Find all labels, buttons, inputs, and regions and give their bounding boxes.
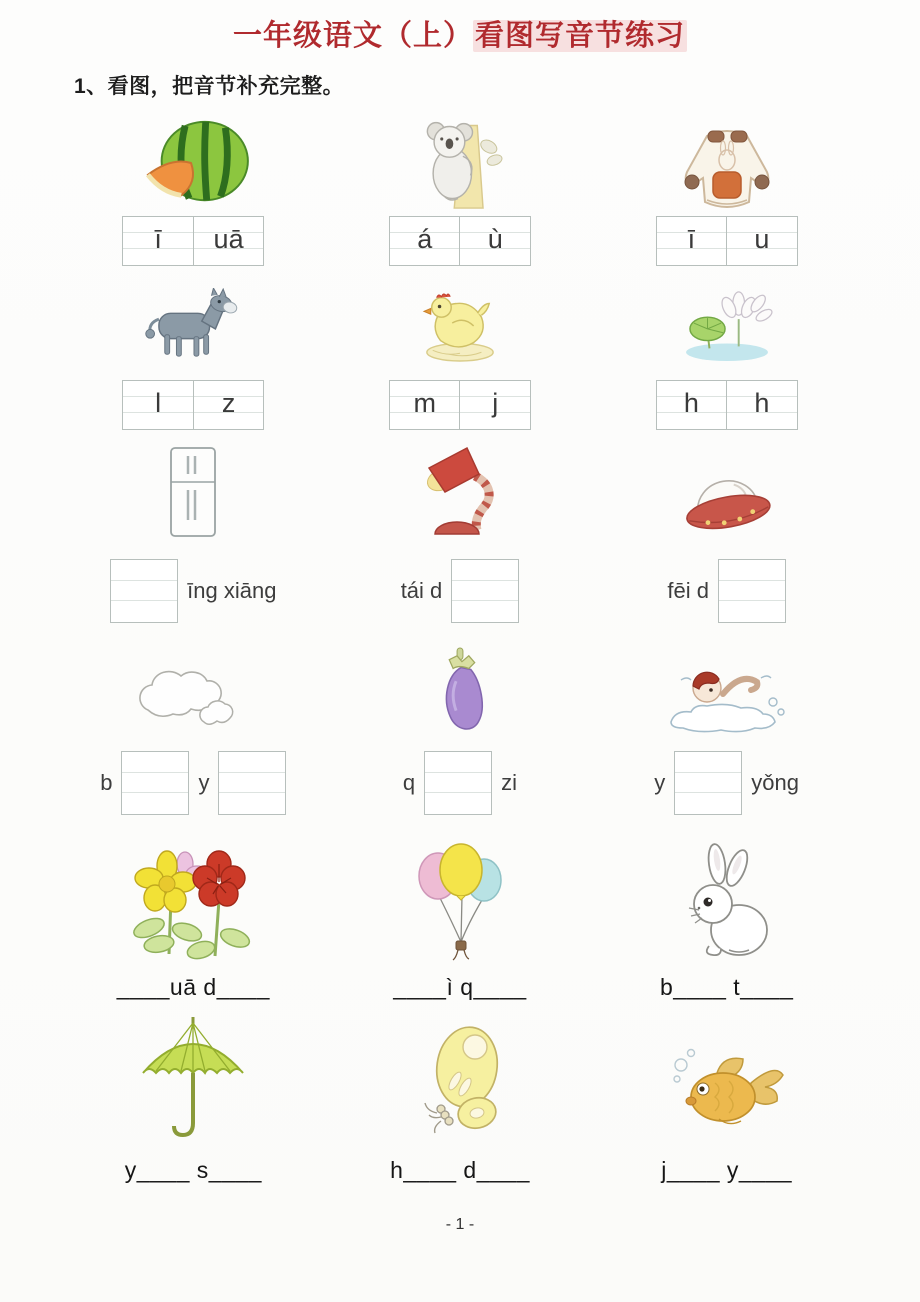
pinyin-text: y (654, 770, 666, 795)
sweater-image (675, 110, 779, 212)
umbrella-image (133, 1013, 253, 1143)
answer-line: j____ y____ (661, 1157, 793, 1183)
koala-image (412, 110, 508, 212)
exercise-item-goldfish (593, 1013, 860, 1184)
empty-pinyin-box (110, 559, 178, 623)
exercise-item-umbrella (60, 1013, 327, 1184)
pinyin-answer-box (656, 380, 798, 430)
pinyin-answer-box (122, 216, 264, 266)
pinyin-answer-box (389, 380, 531, 430)
answer-line (110, 558, 276, 624)
exercise-item-watermelon (60, 110, 327, 266)
answer-line: b____ t____ (659, 974, 794, 1000)
title-topic-part: 看图写音节练习 (475, 20, 686, 52)
eggplant-image (429, 646, 491, 738)
donkey-image (139, 286, 247, 362)
empty-pinyin-box (424, 751, 492, 815)
exercise-item-balloons (327, 836, 594, 1001)
balloons-image (412, 836, 508, 964)
page-number: - 1 - (445, 1216, 475, 1233)
answer-line (100, 750, 286, 816)
pinyin-text: zi (501, 770, 518, 795)
exercise-row-4 (60, 646, 860, 816)
pinyin-text: īng xiāng (187, 578, 277, 603)
pinyin-text: yǒng (751, 770, 800, 795)
exercise-instruction: 1、看图，把音节补充完整。 (74, 75, 345, 98)
empty-pinyin-box (674, 751, 742, 815)
hen-image (413, 286, 507, 362)
flying-saucer-image (675, 444, 779, 542)
watermelon-image (134, 110, 252, 212)
pinyin-cell: ù (459, 217, 530, 265)
butterfly-image (411, 1013, 509, 1143)
flowers-image (123, 836, 263, 964)
exercise-item-sweater (593, 110, 860, 266)
exercise-item-donkey (60, 286, 327, 430)
answer-line (654, 750, 799, 816)
answer-line (401, 558, 520, 624)
exercise-item-saucer (593, 444, 860, 624)
goldfish-image (665, 1013, 789, 1143)
cloud-image (126, 646, 260, 738)
exercise-item-rabbit (593, 836, 860, 1001)
pinyin-cell: á (417, 224, 433, 254)
pinyin-answer-box (389, 216, 531, 266)
exercise-row-2 (60, 286, 860, 430)
pinyin-cell: ī (154, 224, 162, 254)
pinyin-answer-box (656, 216, 798, 266)
title-grade-part: 一年级语文（上） (232, 20, 473, 52)
pinyin-answer-box (122, 380, 264, 430)
answer-line: ____uā d____ (116, 974, 270, 1000)
answer-line: ____ì q____ (393, 974, 527, 1000)
pinyin-text: tái d (400, 578, 443, 603)
exercise-item-swimmer (593, 646, 860, 816)
pinyin-cell: j (459, 381, 530, 429)
empty-pinyin-box (218, 751, 286, 815)
exercise-item-hen (327, 286, 594, 430)
empty-pinyin-box (121, 751, 189, 815)
page-title (0, 0, 920, 54)
answer-line (403, 750, 517, 816)
swimmer-image (661, 646, 793, 738)
answer-line: h____ d____ (390, 1157, 530, 1183)
pinyin-cell: l (155, 388, 162, 418)
pinyin-text: q (402, 770, 416, 795)
pinyin-cell: ī (687, 224, 696, 254)
pinyin-cell: z (193, 381, 264, 429)
empty-pinyin-box (451, 559, 519, 623)
exercise-row-1 (60, 110, 860, 266)
answer-line: y____ s____ (124, 1157, 262, 1183)
pinyin-cell: uā (193, 217, 264, 265)
exercise-item-eggplant (327, 646, 594, 816)
answer-line (667, 558, 786, 624)
pinyin-cell: u (726, 217, 797, 265)
pinyin-text: fēi d (667, 578, 709, 603)
exercise-item-lotus (593, 286, 860, 430)
exercise-item-butterfly (327, 1013, 594, 1184)
exercise-row-5 (60, 836, 860, 1001)
lotus-image (677, 286, 777, 362)
exercise-item-cloud (60, 646, 327, 816)
pinyin-cell: h (683, 388, 699, 418)
exercise-row-6 (60, 1013, 860, 1184)
exercise-row-3 (60, 444, 860, 624)
pinyin-cell: m (413, 388, 436, 418)
refrigerator-image (158, 444, 228, 542)
rabbit-image (675, 836, 779, 964)
exercise-item-lamp (327, 444, 594, 624)
pinyin-text: b (100, 770, 113, 795)
desk-lamp-image (417, 444, 503, 542)
exercise-item-koala (327, 110, 594, 266)
pinyin-text: y (198, 770, 210, 795)
exercise-item-flowers (60, 836, 327, 1001)
empty-pinyin-box (718, 559, 786, 623)
pinyin-cell: h (726, 381, 797, 429)
exercise-item-fridge (60, 444, 327, 624)
